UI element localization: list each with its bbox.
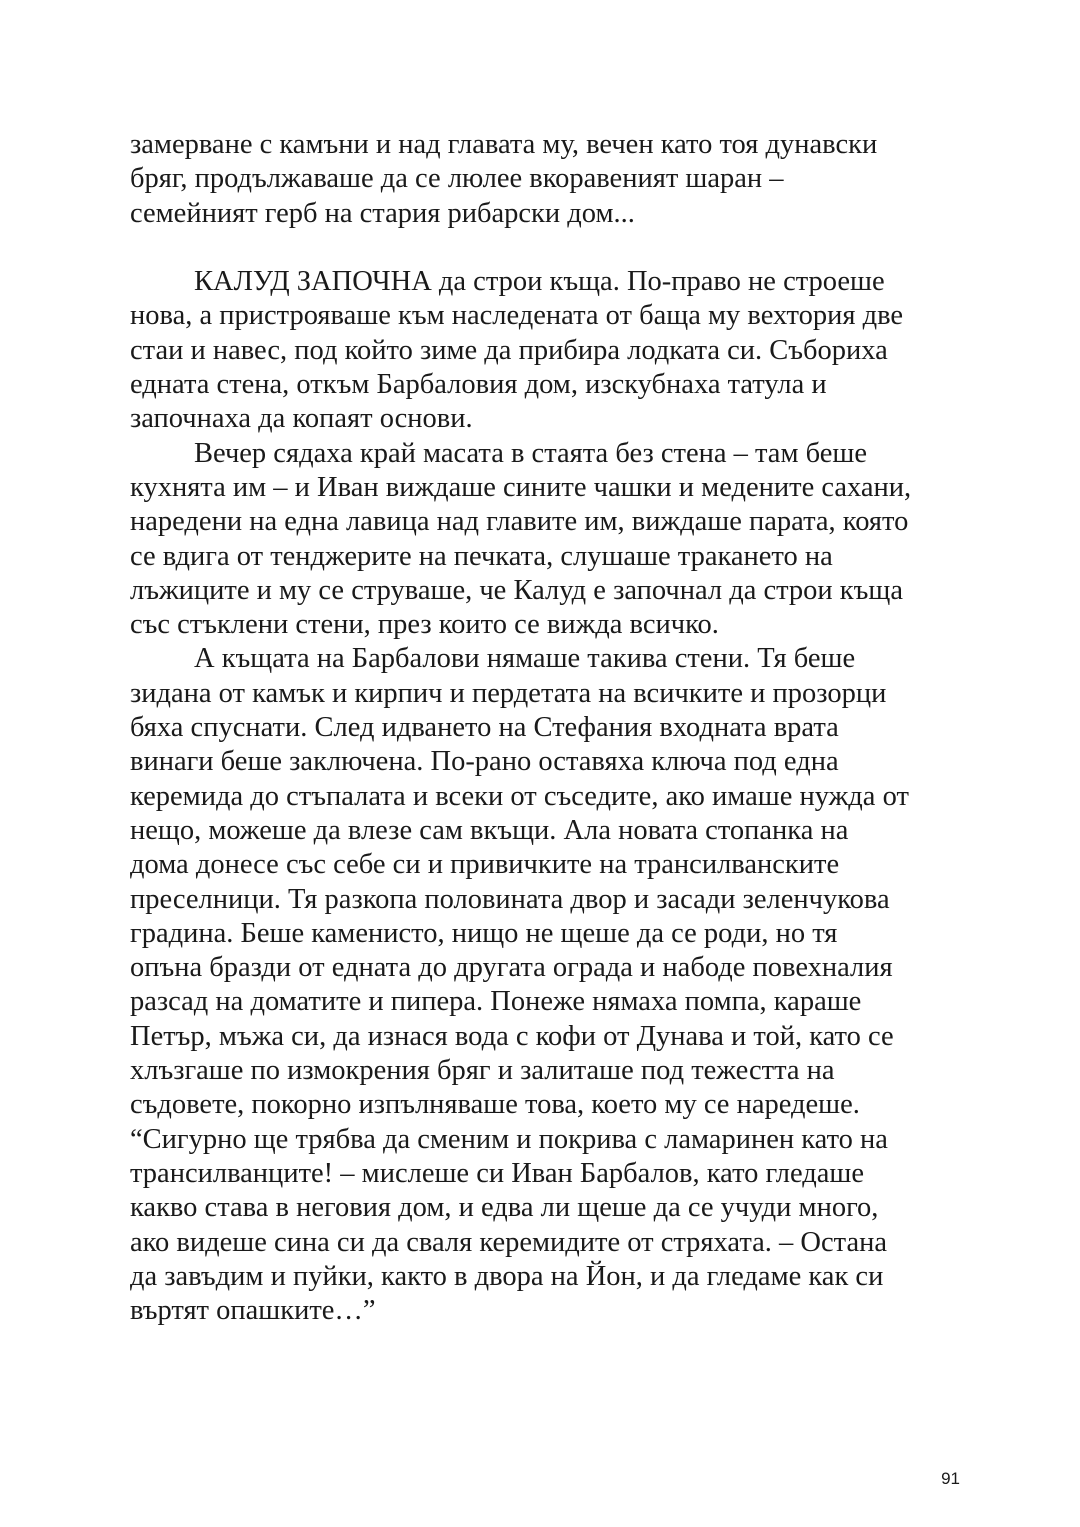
text-line: да завъдим и пуйки, както в двора на Йон, и да гледаме как си <box>130 1260 884 1292</box>
text-line: бряг, продължаваше да се люлее вкоравеният шаран – <box>130 163 784 195</box>
text-line: лъжиците и му се струваше, че Калуд е започнал да строи къща <box>130 574 903 606</box>
text-line: едната стена, откъм Барбаловия дом, изскубнаха татула и <box>130 369 827 401</box>
text-line: със стъклени стени, през които се вижда всичко. <box>130 609 719 641</box>
text-line: ако видеше сина си да сваля керемидите от стряхата. – Остана <box>130 1226 887 1258</box>
text-line: какво става в неговия дом, и едва ли щеше да се учуди много, <box>130 1192 879 1224</box>
text-line: трансилванците! – мислеше си Иван Барбалов, като гледаше <box>130 1157 865 1189</box>
text-line: винаги беше заключена. По-рано оставяха ключа под една <box>130 746 839 778</box>
text-line: нова, а пристрояваше към наследената от баща му вехтория две <box>130 300 904 332</box>
text-line: “Сигурно ще трябва да сменим и покрива с ламаринен като на <box>130 1123 888 1155</box>
text-line: опъна бразди от едната до другата ограда и набоде повехналия <box>130 952 893 984</box>
text-line: семейният герб на стария рибарски дом... <box>130 197 635 229</box>
text-line: съдовете, покорно изпълняваше това, което му се наредеше. <box>130 1089 860 1121</box>
page-number: 91 <box>941 1469 960 1488</box>
text-line: дома донесе със себе си и привичките на трансилванските <box>130 849 840 881</box>
text-line: преселници. Тя разкопа половината двор и засади зеленчукова <box>130 883 890 915</box>
text-line: кухнята им – и Иван виждаше сините чашки и медените сахани, <box>130 471 912 503</box>
text-line: градина. Беше каменисто, нищо не щеше да се роди, но тя <box>130 917 838 949</box>
text-line: Вечер сядаха край масата в стаята без стена – там беше <box>194 437 867 469</box>
text-line: въртят опашките…” <box>130 1295 376 1327</box>
text-line: стаи и навес, под който зиме да прибира лодката си. Събориха <box>130 334 888 366</box>
text-line: А къщата на Барбалови нямаше такива стени. Тя беше <box>194 643 856 675</box>
text-line: наредени на една лавица над главите им, виждаше парата, която <box>130 506 909 538</box>
section-break <box>130 231 960 265</box>
text-line: разсад на доматите и пипера. Понеже нямаха помпа, караше <box>130 986 862 1018</box>
text-line: зидана от камък и кирпич и пердетата на всичките и прозорци <box>130 677 887 709</box>
text-line: бяха спуснати. След идването на Стефания входната врата <box>130 712 839 744</box>
text-line: хлъзгаше по измокрения бряг и залиташе под тежестта на <box>130 1055 835 1087</box>
text-line: започнаха да копаят основи. <box>130 403 473 435</box>
text-line: Петър, мъжа си, да изнася вода с кофи от Дунава и той, като се <box>130 1020 894 1052</box>
text-line: керемида до стъпалата и всеки от съседите, ако имаше нужда от <box>130 780 909 812</box>
text-line: замерване с камъни и над главата му, вечен като тоя дунавски <box>130 129 878 160</box>
text-line: нещо, можеше да влезе сам вкъщи. Ала новата стопанка на <box>130 814 849 846</box>
text-line: се вдига от тенджерите на печката, слушаше тракането на <box>130 540 833 572</box>
text-line: КАЛУД ЗАПОЧНА да строи къща. По-право не строеше <box>194 266 885 298</box>
body-text <box>130 128 960 1328</box>
